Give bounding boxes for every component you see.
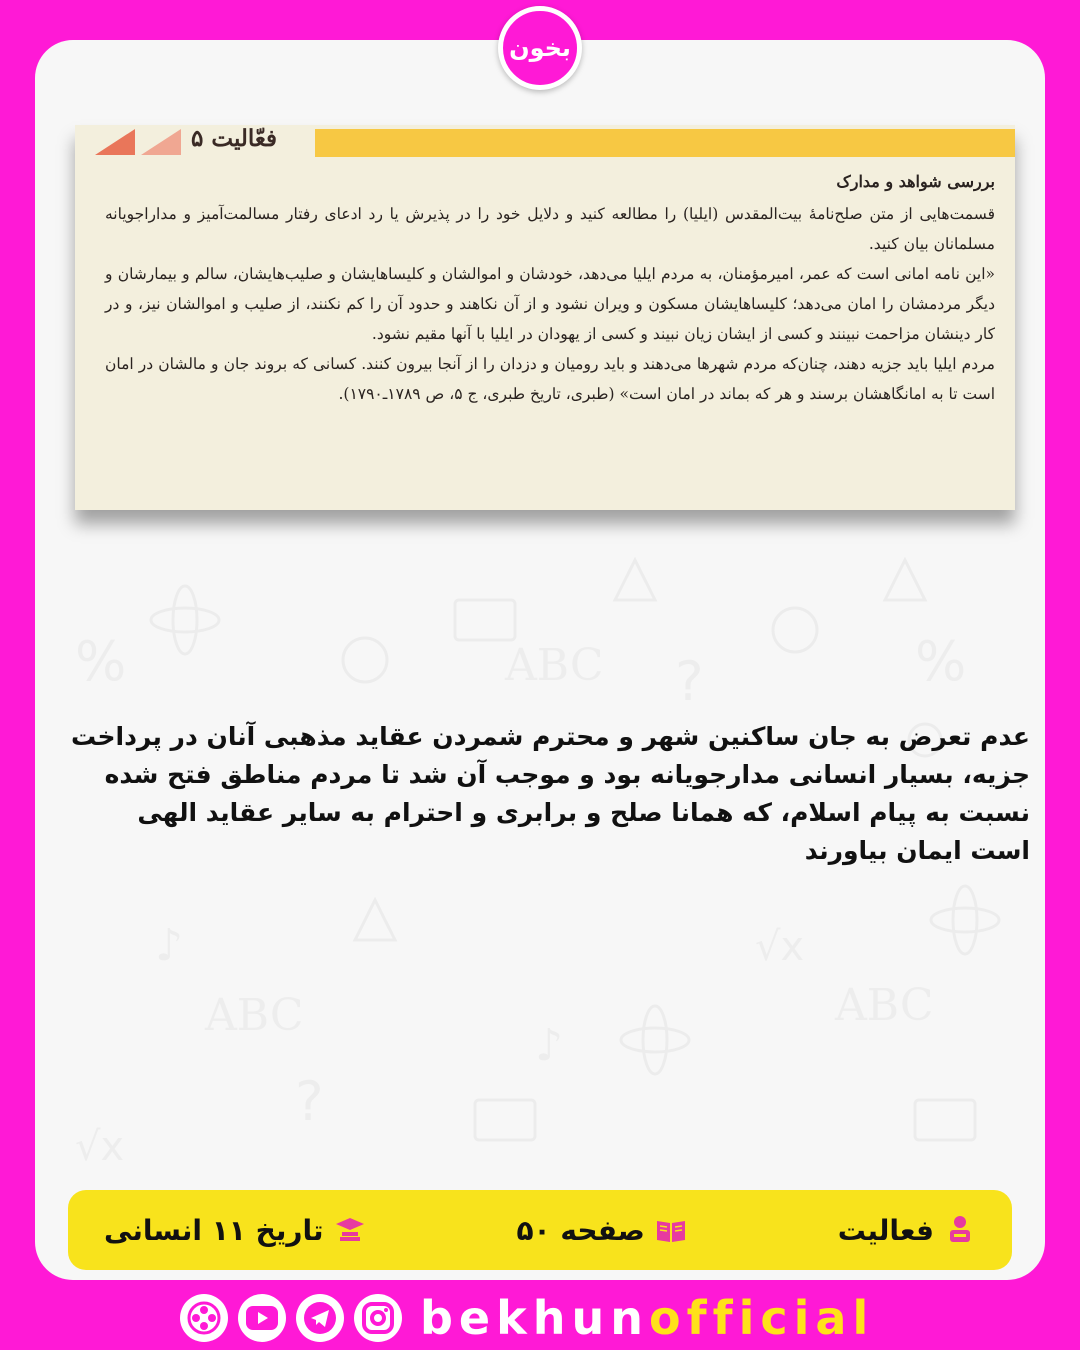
header-bar	[315, 129, 1015, 157]
scan-paragraph: «این نامه امانی است که عمر، امیرمؤمنان، به مردم ایلیا می‌دهد، خودشان و اموالشان و کلیساهایشان و صلیب‌هایشان، سالم و بیمارشان و دیگر مردمشان را امان می‌دهد؛ کلیساهایشان مسکون و ویران نشود و از آن نکاهند و حدود آن را کم نکنند، از صلیب و اموالشان نیز، و در کار دینشان مزاحمت نبینند و کسی از ایشان زیان نبیند و کسی از یهودان در ایلیا با آنها مقیم نشود.	[105, 265, 995, 343]
youtube-icon[interactable]	[238, 1294, 286, 1342]
activity-label	[838, 1214, 976, 1247]
textbook-scan	[75, 125, 1015, 510]
brand-part2: official	[648, 1291, 875, 1345]
svg-text:%: %	[915, 630, 967, 693]
teacher-icon	[944, 1214, 976, 1246]
film-reel-icon[interactable]	[180, 1294, 228, 1342]
book-label	[104, 1214, 366, 1247]
header-triangle-icon	[141, 129, 181, 155]
answer-text: عدم تعرض به جان ساکنین شهر و محترم شمردن عقاید مذهبی آنان در پرداخت جزیه، بسیار انسانی مدارجویانه بود و موجب آن شد تا مردم مناطق فتح شده نسبت به پیام اسلام، که همانا صلح و برابری و احترام به سایر عقاید الهی است ایمان بیاورند	[71, 722, 1030, 865]
bekhun-logo	[498, 6, 582, 90]
social-row	[180, 1292, 874, 1344]
activity-badge: فعّالیت ۵	[183, 125, 285, 152]
page-label	[516, 1214, 686, 1247]
scan-subtitle: بررسی شواهد و مدارک	[836, 172, 995, 191]
book-text: تاریخ ۱۱ انسانی	[104, 1213, 324, 1247]
logo-text: بخون	[509, 34, 571, 62]
scan-paragraph: قسمت‌هایی از متن صلح‌نامهٔ بیت‌المقدس (ایلیا) را مطالعه کنید و دلایل خود را در پذیرش یا رد ادعای رفتار مسالمت‌آمیز و مداراجویانه مسلمانان بیان کنید.	[105, 205, 995, 253]
page-text: صفحه ۵۰	[516, 1213, 645, 1247]
info-bar	[68, 1190, 1012, 1270]
header-triangle-icon	[95, 129, 135, 155]
activity-text: فعالیت	[837, 1213, 934, 1247]
scan-text	[105, 165, 995, 409]
svg-text:ABC: ABC	[205, 990, 304, 1041]
book-icon	[655, 1214, 687, 1246]
graduation-cap-icon	[334, 1214, 366, 1246]
instagram-icon[interactable]	[354, 1294, 402, 1342]
activity-header	[75, 125, 1015, 165]
svg-text:√x: √x	[755, 924, 805, 970]
svg-text:√x: √x	[75, 1124, 125, 1170]
scan-paragraph: مردم ایلیا باید جزیه دهند، چنان‌که مردم شهرها می‌دهند و باید رومیان و دزدان را از آنجا بیرون کنند. کسانی که بروند جان و مالشان در امان است تا به امانگاهشان برسند و هر که بماند در امان است» (طبری، تاریخ طبری، ج ۵، ص ۱۷۸۹ـ۱۷۹۰).	[105, 355, 995, 403]
svg-text:♪: ♪	[155, 920, 184, 971]
svg-text:%: %	[75, 630, 127, 693]
brand-part1: bekhun	[420, 1291, 649, 1345]
brand-handle	[420, 1292, 874, 1344]
svg-text:ABC: ABC	[835, 980, 934, 1031]
svg-text:ABC: ABC	[505, 640, 604, 691]
svg-text:?: ?	[675, 650, 704, 713]
svg-text:♪: ♪	[535, 1020, 564, 1071]
telegram-icon[interactable]	[296, 1294, 344, 1342]
svg-text:?: ?	[295, 1070, 324, 1133]
